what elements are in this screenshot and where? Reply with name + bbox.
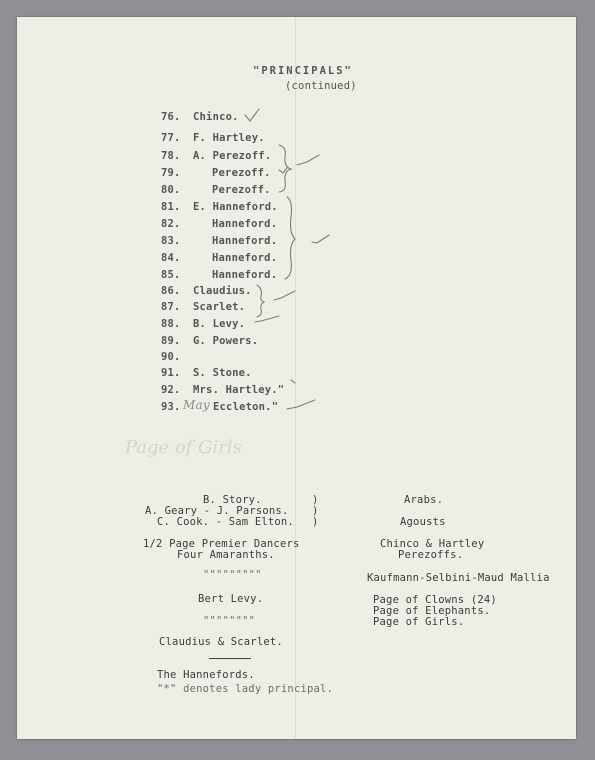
left-line-7: Bert Levy. (198, 593, 264, 605)
list-name: Perezoff. (212, 184, 271, 196)
left-line-9: Claudius & Scarlet. (159, 636, 283, 648)
bracket-icon (257, 285, 264, 317)
list-name: Mrs. Hartley." (193, 384, 285, 396)
show-through-ghost: Page of Girls (125, 437, 242, 458)
left-paren: ) (312, 494, 319, 506)
list-number: 88. (161, 318, 181, 330)
list-name: A. Perezoff. (193, 150, 272, 162)
left-line-4: 1/2 Page Premier Dancers (143, 538, 300, 550)
right-line-8: Page of Girls. (373, 616, 465, 628)
left-line-5: Four Amaranths. (177, 549, 275, 561)
bracket-icon (285, 197, 295, 279)
list-number: 82. (161, 218, 181, 230)
left-line-2: A. Geary - J. Parsons. (145, 505, 289, 517)
list-number: 86. (161, 285, 181, 297)
list-name: Perezoff. (212, 167, 271, 179)
list-number: 78. (161, 150, 181, 162)
list-number: 91. (161, 367, 181, 379)
check-mark-icon (312, 235, 329, 243)
list-number: 77. (161, 132, 181, 144)
divider-line (209, 658, 251, 659)
list-name: Hanneford. (212, 218, 278, 230)
list-name: G. Powers. (193, 335, 259, 347)
page-title: "PRINCIPALS" (253, 65, 353, 77)
handwritten-annotation: May (183, 398, 210, 412)
list-name: Hanneford. (212, 269, 278, 281)
list-name: Claudius. (193, 285, 252, 297)
right-line-2: Agousts (400, 516, 446, 528)
list-number: 90. (161, 351, 181, 363)
list-name: Scarlet. (193, 301, 246, 313)
right-line-7: Page of Elephants. (373, 605, 491, 617)
ditto-marks: """"""""" (203, 569, 262, 581)
list-name: Chinco. (193, 111, 239, 123)
list-name: B. Levy. (193, 318, 246, 330)
list-number: 76. (161, 111, 181, 123)
left-paren: ) (312, 505, 319, 517)
page-subtitle: (continued) (285, 80, 357, 92)
pencil-marks (17, 17, 576, 739)
list-number: 85. (161, 269, 181, 281)
right-line-1: Arabs. (404, 494, 444, 506)
left-line-3: C. Cook. - Sam Elton. (157, 516, 294, 528)
bracket-icon (279, 145, 291, 192)
list-number: 81. (161, 201, 181, 213)
check-mark-icon (297, 155, 319, 165)
list-number: 93. (161, 401, 181, 413)
left-line-1: B. Story. (203, 494, 262, 506)
check-mark-icon (291, 380, 295, 383)
list-number: 92. (161, 384, 181, 396)
list-name: Hanneford. (212, 235, 278, 247)
list-number: 84. (161, 252, 181, 264)
list-number: 89. (161, 335, 181, 347)
document-page (17, 17, 576, 739)
ditto-marks: """""""" (203, 615, 256, 627)
list-number: 87. (161, 301, 181, 313)
right-line-5: Kaufmann-Selbini-Maud Mallia (367, 572, 550, 584)
right-line-6: Page of Clowns (24) (373, 594, 497, 606)
right-line-3: Chinco & Hartley (380, 538, 485, 550)
list-name: S. Stone. (193, 367, 252, 379)
check-mark-icon (287, 400, 315, 409)
list-number: 79. (161, 167, 181, 179)
left-line-10: The Hannefords. (157, 669, 255, 681)
left-paren: ) (312, 516, 319, 528)
list-number: 83. (161, 235, 181, 247)
footnote: "*" denotes lady principal. (157, 683, 334, 695)
list-number: 80. (161, 184, 181, 196)
right-line-4: Perezoffs. (398, 549, 464, 561)
list-name: F. Hartley. (193, 132, 265, 144)
list-name: Hanneford. (212, 252, 278, 264)
list-name: Eccleton." (213, 401, 279, 413)
list-name: E. Hanneford. (193, 201, 278, 213)
check-mark-icon (274, 291, 295, 300)
check-mark-icon (245, 109, 259, 121)
